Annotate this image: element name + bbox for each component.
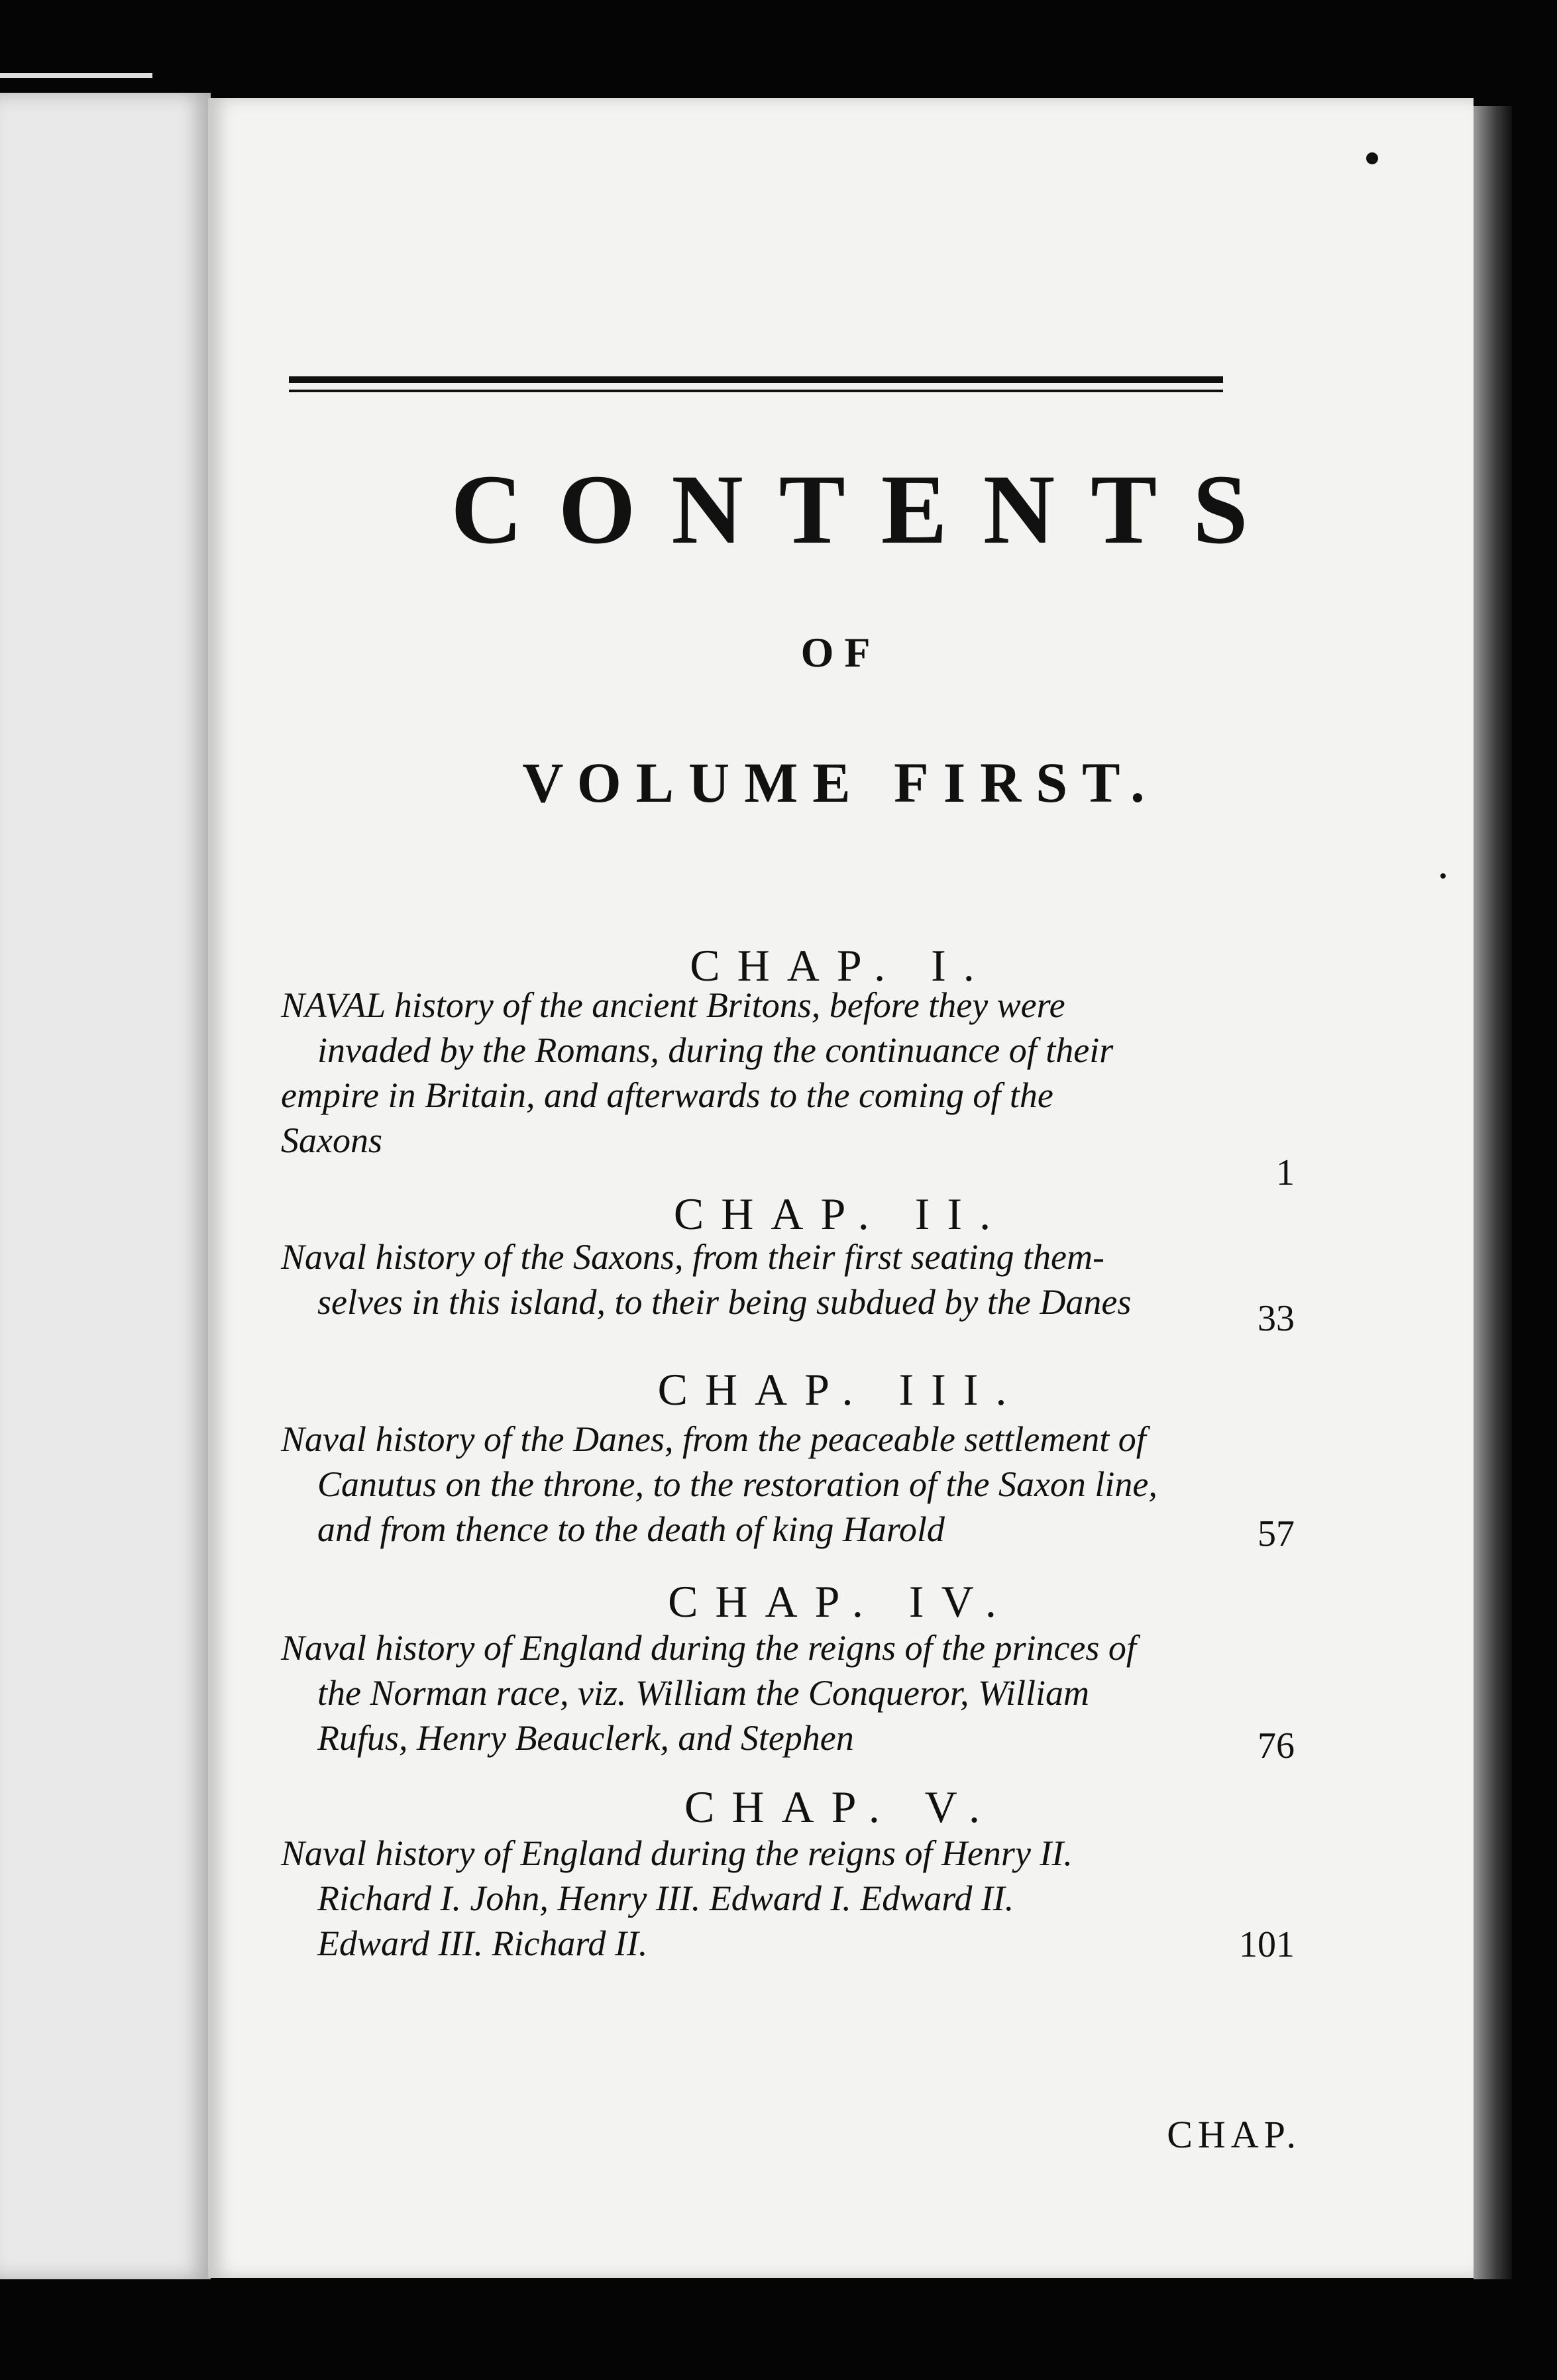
entry-line: Richard I. John, Henry III. Edward I. Edward II.: [317, 1878, 1014, 1918]
chapter-entry: [281, 1234, 1222, 1325]
page-number: 76: [1258, 1725, 1295, 1766]
page-edge-shadow: [1474, 106, 1512, 2279]
entry-line: selves in this island, to their being subdued by the Danes: [317, 1282, 1132, 1322]
ink-speck: [1440, 873, 1446, 879]
contents-page: [208, 98, 1474, 2278]
page-number: 101: [1239, 1924, 1295, 1965]
header-rule-thin: [289, 390, 1223, 392]
page-number: 1: [1276, 1152, 1295, 1193]
chapter-entry: [281, 983, 1222, 1163]
catchword: CHAP.: [1167, 2113, 1301, 2156]
entry-line: Naval history of the Danes, from the peaceable settlement of: [281, 1419, 1146, 1459]
entry-line: Edward III. Richard II.: [317, 1923, 648, 1963]
entry-line: Rufus, Henry Beauclerk, and Stephen: [317, 1718, 854, 1758]
page-number: 33: [1258, 1298, 1295, 1339]
entry-line: Naval history of the Saxons, from their first seating them-: [281, 1237, 1104, 1277]
volume-title: VOLUME FIRST.: [522, 751, 1159, 814]
chapter-heading: CHAP. III.: [657, 1364, 1024, 1415]
chapter-heading: CHAP. I.: [690, 940, 992, 991]
entry-line: and from thence to the death of king Harold: [317, 1509, 945, 1549]
entry-line: NAVAL history of the ancient Britons, before they were: [281, 985, 1065, 1025]
entry-line: Canutus on the throne, to the restoration of the Saxon line,: [317, 1464, 1157, 1504]
chapter-heading: CHAP. V.: [684, 1782, 997, 1832]
chapter-entry: [281, 1831, 1222, 1966]
title-of: OF: [800, 629, 881, 676]
chapter-heading: CHAP. IV.: [668, 1576, 1014, 1627]
bleed-through-texture: [566, 247, 598, 294]
entry-line: invaded by the Romans, during the continuance of their: [317, 1030, 1114, 1070]
page-number: 57: [1258, 1513, 1295, 1554]
chapter-entry: [281, 1417, 1222, 1552]
entry-line: Saxons: [281, 1120, 382, 1160]
ink-speck: [1366, 152, 1378, 164]
facing-page-rule: [0, 73, 152, 78]
entry-line: Naval history of England during the reigns of the princes of: [281, 1628, 1136, 1668]
entry-line: Naval history of England during the reigns of Henry II.: [281, 1833, 1073, 1873]
entry-line: empire in Britain, and afterwards to the coming of the: [281, 1075, 1053, 1115]
header-rule-thick: [289, 376, 1223, 383]
chapter-entry: [281, 1625, 1222, 1760]
chapter-heading: CHAP. II.: [673, 1189, 1008, 1239]
entry-line: the Norman race, viz. William the Conqueror, William: [317, 1673, 1089, 1713]
facing-page: [0, 93, 211, 2279]
page-title: CONTENTS: [451, 455, 1284, 565]
